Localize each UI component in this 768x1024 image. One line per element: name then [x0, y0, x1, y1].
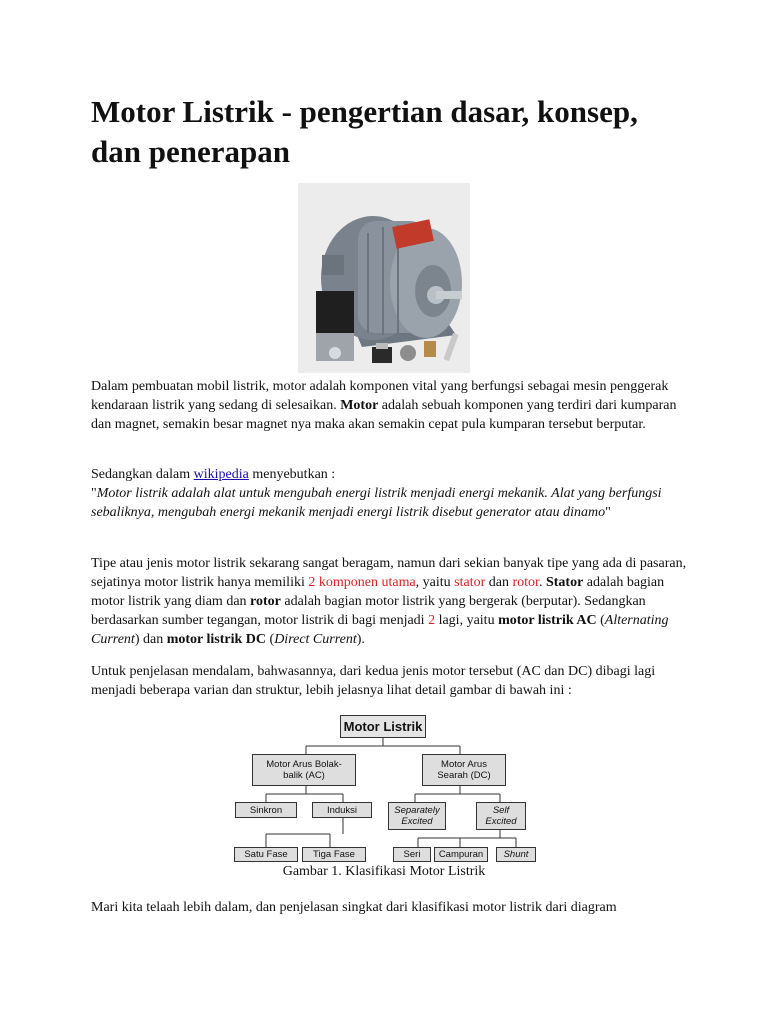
bold-motor-dc: motor listrik DC	[166, 632, 267, 647]
paragraph-wikipedia	[91, 465, 691, 522]
node-shunt: Shunt	[496, 847, 536, 862]
paragraph-intro	[91, 377, 691, 434]
node-motor-listrik: Motor Listrik	[340, 715, 426, 738]
text-span: lagi, yaitu	[435, 613, 499, 628]
text-span: (	[596, 613, 605, 628]
text-span: , yaitu	[415, 575, 455, 590]
highlight-stator: stator	[454, 575, 486, 590]
bold-rotor: rotor	[250, 594, 281, 609]
italic-direct: Direct Current	[274, 632, 357, 647]
highlight-two: 2	[428, 613, 436, 628]
paragraph-closing: Mari kita telaah lebih dalam, dan penjelasan singkat dari klasifikasi motor listrik dari diagram	[91, 900, 617, 915]
text-span: Sedangkan dalam	[91, 467, 194, 482]
node-sinkron: Sinkron	[235, 802, 297, 818]
text-span: (	[266, 632, 275, 647]
node-tiga-fase: Tiga Fase	[302, 847, 366, 862]
node-motor-dc: Motor Arus Searah (DC)	[422, 754, 506, 786]
paragraph-types	[91, 554, 691, 649]
highlight-rotor: rotor	[512, 575, 539, 590]
paragraph-diagram-intro: Untuk penjelasan mendalam, bahwasannya, dari kedua jenis motor tersebut (AC dan DC) dibagi lagi menjadi beberapa varian dan struktur, lebih jelasnya lihat detail gambar di bawah ini :	[91, 664, 656, 698]
bold-stator: Stator	[545, 575, 584, 590]
text-span: adalah bagian motor listrik yang diam dan	[91, 575, 665, 609]
text-span: ) dan	[134, 632, 167, 647]
text-span: adalah bagian motor listrik yang bergerak (berputar). Sedangkan berdasarkan sumber tegangan, motor listrik di bagi menjadi	[91, 594, 646, 628]
node-separately-excited: Separately Excited	[388, 802, 446, 830]
node-induksi: Induksi	[312, 802, 372, 818]
text-span: menyebutkan :	[248, 467, 336, 482]
quote-mark: "	[605, 505, 611, 520]
text-span: Dalam pembuatan mobil listrik, motor adalah komponen vital yang berfungsi sebagai mesin penggerak kendaraan listrik yang sedang di selesaikan.	[91, 379, 669, 413]
node-self-excited: Self Excited	[476, 802, 526, 830]
quote-text: Motor listrik adalah alat untuk mengubah energi listrik menjadi energi mekanik. Alat yang berfungsi sebaliknya, mengubah energi mekanik menjadi energi listrik disebut generator atau dinamo	[91, 486, 662, 520]
node-satu-fase: Satu Fase	[234, 847, 298, 862]
electric-motor-photo	[298, 183, 470, 373]
figure-caption: Gambar 1. Klasifikasi Motor Listrik	[282, 864, 486, 879]
bold-motor-ac: motor listrik AC	[498, 613, 597, 628]
text-span: ).	[356, 632, 365, 647]
bold-motor: Motor	[340, 398, 379, 413]
quote-mark: "	[91, 486, 97, 501]
highlight-komponen: 2 komponen utama	[308, 575, 416, 590]
node-seri: Seri	[393, 847, 431, 862]
text-span: .	[538, 575, 546, 590]
node-campuran: Campuran	[434, 847, 488, 862]
italic-alternating: Alternating Current	[91, 613, 669, 647]
text-span: Tipe atau jenis motor listrik sekarang sangat beragam, namun dari sekian banyak tipe yang ada di pasaran, sejatinya motor listrik hanya memiliki	[91, 556, 687, 590]
node-motor-ac: Motor Arus Bolak-balik (AC)	[252, 754, 356, 786]
wikipedia-link[interactable]: wikipedia	[193, 467, 249, 482]
text-span: adalah sebuah komponen yang terdiri dari kumparan dan magnet, semakin besar magnet nya maka akan semakin cepat pula kumparan tersebut berputar.	[91, 398, 677, 432]
text-span: dan	[485, 575, 513, 590]
article-title: Motor Listrik - pengertian dasar, konsep, dan penerapan	[91, 94, 638, 169]
